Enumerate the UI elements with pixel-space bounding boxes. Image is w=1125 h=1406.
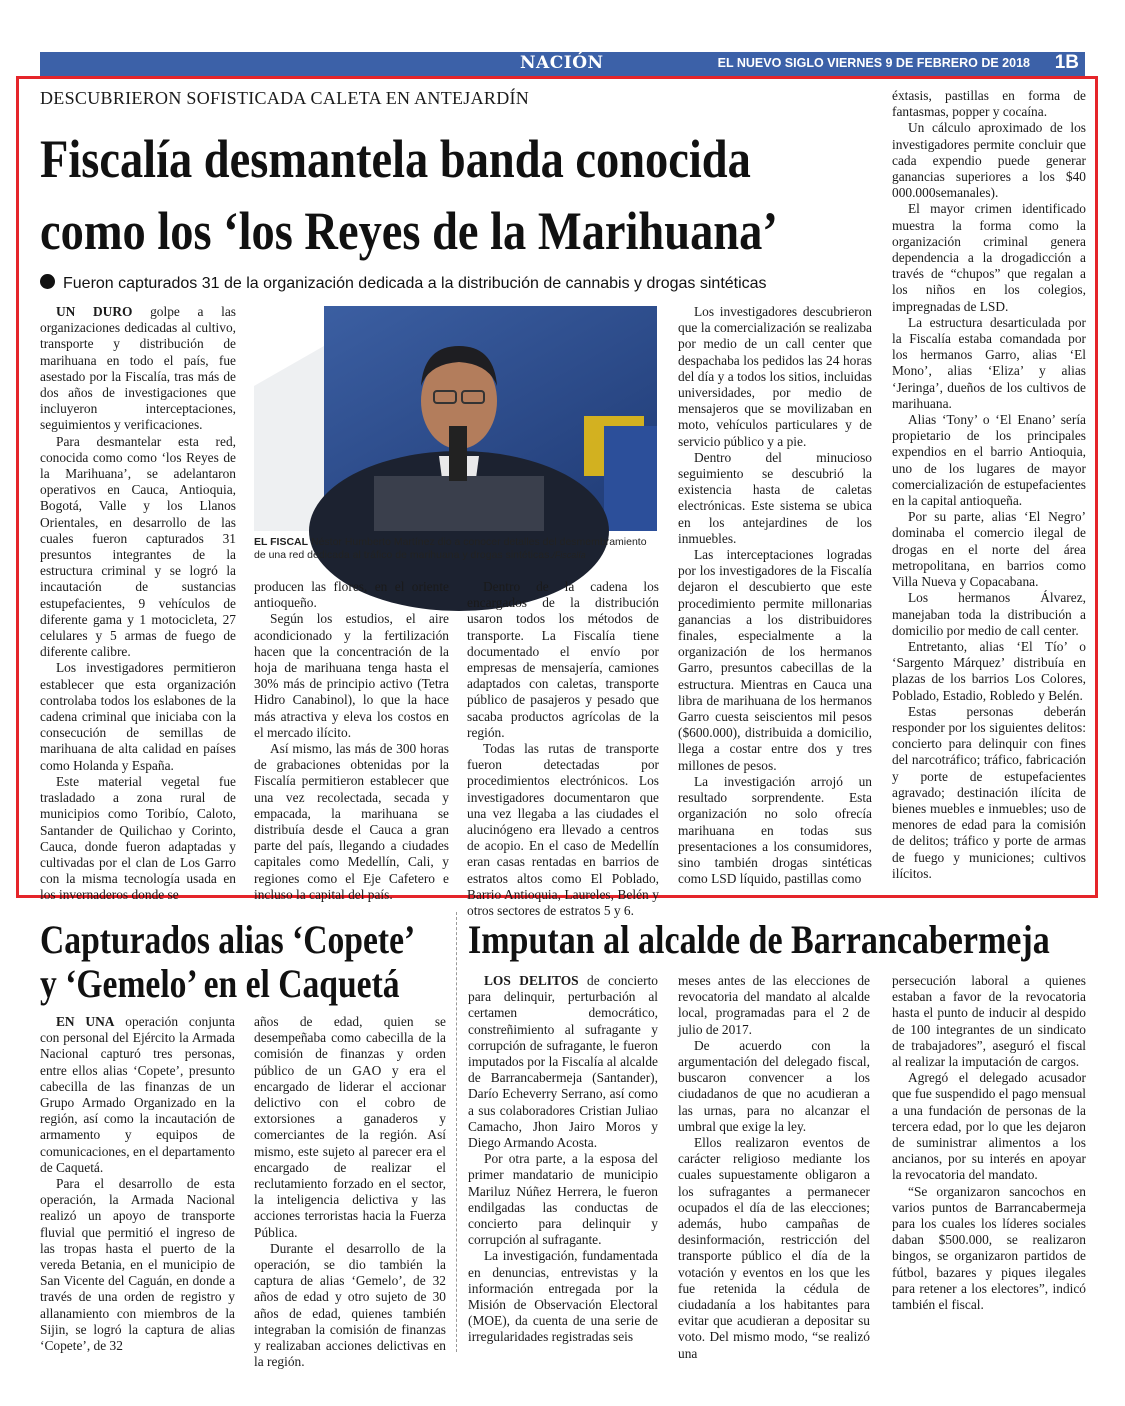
fiscal-photo (254, 306, 657, 531)
paragraph-text: de concierto para delinquir, perturbación al certamen democrático, constreñimiento al sufragante y corrupción de sufragante, le fueron imputados por la Fiscalía al alcalde de Barrancabermeja (Santander), Darío Echeverry Serrano, así como a sus colaboradores Cristian Juliao Camacho, Jhon Jairo Moros y Diego Armando Acosta. (468, 973, 658, 1151)
paragraph: El mayor crimen identificado muestra la forma como la organización criminal genera dependencia a la drogadicción a través de “chupos” que regalan a los niños en los colegios, impregnadas de LSD. (892, 201, 1086, 314)
portrait-illustration (254, 306, 657, 531)
paragraph: años de edad, quien se desempeñaba como cabecilla de la comisión de finanzas y orden público de un GAO y era el encargado de liderar el accionar delictivo con el cobro de extorsiones a ganaderos y comerciantes de la región. Así mismo, este sujeto al parecer era el encargado de realizar el reclutamiento forzado en el sector, la inteligencia delictiva y las acciones terroristas hacia la Fuerza Pública. (254, 1014, 446, 1240)
paragraph-text: golpe a las organizaciones dedicadas al cultivo, transporte y distribución de marihuana en todo el país, fue asestado por la Fiscalía, tras más de dos años de investigaciones que incluyeron interceptaciones, seguimientos y verificaciones. (40, 304, 236, 433)
paragraph: Los hermanos Álvarez, manejaban toda la distribución a domicilio por medio de call center. (892, 590, 1086, 638)
paragraph: Estas personas deberán responder por los siguientes delitos: concierto para delinquir con fines del narcotráfico; tráfico, fabricación y porte de estupefacientes agravado; destinación ilícita de bienes muebles e inmuebles; uso de menores de edad para la comisión de delitos; tráfico y porte de armas de fuego y municiones; cultivos ilícitos. (892, 703, 1086, 881)
paragraph: Por otra parte, a la esposa del primer mandatario de municipio Mariluz Núñez Herrera, le fueron endilgadas las conductas de concierto para delinquir y corrupción al sufragante. (468, 1151, 658, 1248)
paragraph: meses antes de las elecciones de revocatoria del mandato al alcalde local, programadas para el 2 de julio de 2017. (678, 973, 870, 1037)
story2-column-1 (40, 1014, 235, 1354)
paragraph-text: operación conjunta con personal del Ejército la Armada Nacional capturó tres personas, entre ellos alias ‘Copete’, presunto cabecilla de las finanzas de un Grupo Armado Organizado en la región, así como la incautación de armamento y equipos de comunicaciones, en el departamento de Caquetá. (40, 1014, 235, 1175)
page-number: 1B (1054, 52, 1079, 73)
lead-in: LOS DELITOS (484, 973, 579, 988)
paragraph: producen las flores, en el oriente antioqueño. (254, 579, 449, 611)
paragraph: Así mismo, las más de 300 horas de grabaciones obtenidas por la Fiscalía permitieron establecer que una vez recolectada, secada y empacada, la marihuana se distribuía desde el Cauca a gran parte del país, llegando a ciudades capitales como Medellín, Cali, y regiones como el Eje Cafetero e incluso la capital del país. (254, 741, 449, 902)
story2-headline-line2: y ‘Gemelo’ en el Caquetá (40, 961, 400, 1006)
caption-lead: EL FISCAL (254, 536, 309, 548)
photo-credit: /Fiscalía (552, 550, 586, 560)
story3-headline: Imputan al alcalde de Barrancabermeja (468, 917, 1050, 962)
story3-column-2 (678, 973, 870, 1361)
paragraph: Agregó el delegado acusador que fue suspendido el pago mensual a una fundación de personas de la tercera edad, por lo que les dejaron de suministrar alimentos a los ancianos, por su interés en apoyar la revocatoria del mandato. (892, 1070, 1086, 1183)
column-divider (456, 912, 457, 1352)
paragraph: “Se organizaron sancochos en varios puntos de Barrancabermeja para los cuales los líderes sociales daban $500.000, se realizaron bingos, se organizaron partidos de fútbol, bazares y piques ilegales para retener a los electores”, indicó también el fiscal. (892, 1183, 1086, 1313)
lead-in: EN UNA (56, 1014, 115, 1029)
paragraph: Según los estudios, el aire acondicionado y la fertilización hacen que la concentración de la hoja de marihuana tenga hasta el 30% más de principio activo (Tetra Hidro Canabinol), lo que la hace más atractiva y eleva los costos en el mercado ilícito. (254, 611, 449, 740)
story3-column-3 (892, 973, 1086, 1353)
paragraph: De acuerdo con la argumentación del delegado fiscal, buscaron convencer a los ciudadanos de que no acudieran a las urnas, para no alcanzar el umbral que exige la ley. (678, 1037, 870, 1134)
paragraph: Para el desarrollo de esta operación, la Armada Nacional realizó un apoyo de transporte fluvial que permitió el ingreso de las tropas hasta el puerto de la vereda Betania, en el municipio de San Vicente del Caguán, en donde a través de una orden de registro y allanamiento con miembros de la Sijin, se logró la captura de alias ‘Copete’, de 32 (40, 1176, 235, 1354)
photo-caption (254, 536, 657, 562)
paragraph: Alias ‘Tony’ o ‘El Enano’ sería propietario de los principales expendios en el barrio Antioquia, uno de los lugares de mayor comercialización de estupefacientes en la capital antioqueña. (892, 412, 1086, 509)
lead-in: UN DURO (56, 304, 133, 319)
main-column-3 (467, 579, 659, 919)
paragraph: Ellos realizaron eventos de carácter religioso mediante los cuales supuestamente obligaron a los sufragantes a permanecer ocupados el día de las elecciones; además, hubo campañas de desinformación, restricción del transporte público el día de la votación y eventos en los que les fue retenida la cédula de ciudadanía a los habitantes para evitar que acudieran a depositar su voto. Del mismo modo, “se realizó una (678, 1135, 870, 1361)
paragraph (40, 304, 236, 434)
paragraph: La estructura desarticulada por la Fiscalía estaba comandada por los hermanos Garro, alias ‘El Mono’, alias ‘Eliza’ y alias ‘Jeringa’, dueños de los cultivos de marihuana. (892, 314, 1086, 411)
main-headline-line2: como los ‘los Reyes de la Marihuana’ (40, 201, 778, 261)
paragraph: Durante el desarrollo de la operación, se dio también la captura de alias ‘Gemelo’, de 32 años de edad y otro sujeto de 30 años de edad, quienes también integraban la comisión de finanzas y realizaban acciones delictivas en la región. (254, 1240, 446, 1370)
caption-text: Néstor Humberto Martínez dio a conocer detalles del desmembramiento de una red dedicada al tráfico de marihuana y drogas sintéticas. (254, 536, 647, 561)
section-header-bar (40, 52, 1085, 76)
paragraph: Los investigadores descubrieron que la comercialización se realizaba por medio de un call center que despachaba los pedidos las 24 horas del día y a todos los sitios, incluidas universidades, por medio de mensajeros que se movilizaban en moto, vehículos particulares y de servicio público y a pie. (678, 304, 872, 449)
main-column-2 (254, 579, 449, 902)
paragraph: Por su parte, alias ‘El Negro’ dominaba el comercio ilegal de drogas en el norte del área metropolitana, en barrios como Villa Nueva y Copacabana. (892, 509, 1086, 590)
main-headline-line1: Fiscalía desmantela banda conocida (40, 129, 751, 189)
paragraph: La investigación arrojó un resultado sorprendente. Esta organización no solo ofrecía marihuana en todas sus presentaciones a los consumidores, sino también drogas sintéticas como LSD líquido, pastillas como (678, 773, 872, 887)
paragraph: persecución laboral a quienes estaban a favor de la revocatoria hasta el punto de inducir al despido de 100 integrantes de un sindicato de trabajadores”, aseguró el fiscal al realizar la imputación de cargos. (892, 973, 1086, 1070)
paragraph: éxtasis, pastillas en forma de fantasmas, popper y cocaína. (892, 88, 1086, 120)
paragraph: Las interceptaciones logradas por los investigadores de la Fiscalía dejaron el descubierto que este procedimiento permite millonarias ganancias a los distribuidores finales, especialmente a la organización de los hermanos Garro, presuntos cabecillas de la estructura. Mientras en Cauca una libra de marihuana de los hermanos Garro cuesta seiscientos mil pesos ($600.000), distribuida a domicilio, llega a costar entre dos y tres millones de pesos. (678, 547, 872, 773)
main-column-1 (40, 304, 236, 903)
main-subhead (40, 274, 767, 293)
main-column-5 (892, 88, 1086, 892)
paragraph: Dentro del minucioso seguimiento se descubrió la existencia hasta de caletas electrónicas. Este sistema se ubica en los antejardines de los inmuebles. (678, 449, 872, 546)
publication-dateline: EL NUEVO SIGLO VIERNES 9 DE FEBRERO DE 2018 (717, 56, 1030, 70)
story3-column-1 (468, 973, 658, 1353)
paragraph: Todas las rutas de transporte fueron detectadas por procedimientos electrónicos. Los investigadores documentaron que una vez llegaba a las ciudades el alucinógeno era llevado a centros de acopio. En el caso de Medellín eran casas rentadas en barrios de estratos altos como El Poblado, Barrio Antioquia, Laureles, Belén y otros sectores de estratos 5 y 6. (467, 741, 659, 919)
paragraph (40, 1014, 235, 1176)
story-kicker: DESCUBRIERON SOFISTICADA CALETA EN ANTEJARDÍN (40, 88, 530, 108)
paragraph: Entretanto, alias ‘El Tío’ o ‘Sargento Márquez’ distribuía en plazas de los barrios Los Colores, Poblado, Estadio, Robledo y Belén. (892, 638, 1086, 703)
paragraph: Los investigadores permitieron establecer que esta organización controlaba todos los eslabones de la cadena criminal que iniciaba con la consecución de semillas de marihuana de alta calidad en países como Holanda y España. (40, 660, 236, 773)
main-column-4 (678, 304, 872, 892)
paragraph: La investigación, fundamentada en denuncias, entrevistas y la información entregada por la Misión de Observación Electoral (MOE), da cuenta de una serie de irregularidades registradas seis (468, 1248, 658, 1345)
paragraph: Dentro de la cadena los encargados de la distribución usaron todos los métodos de transporte. La Fiscalía tiene documentado el envío por empresas de mensajería, camiones adaptados con caletas, transporte público de pasajeros y pesado que sacaba productos agrícolas de la región. (467, 579, 659, 740)
paragraph: Un cálculo aproximado de los investigadores permite concluir que cada expendio puede generar ganancias superiores a los $40 000.000semanales). (892, 120, 1086, 201)
subhead-text: Fueron capturados 31 de la organización dedicada a la distribución de cannabis y drogas sintéticas (63, 275, 767, 292)
story2-headline-line1: Capturados alias ‘Copete’ (40, 917, 416, 962)
story2-column-2 (254, 1014, 446, 1370)
paragraph (468, 973, 658, 1151)
paragraph: Para desmantelar esta red, conocida como como ‘los Reyes de la Marihuana’, se adelantaron operativos en Cauca, Antioquia, Bogotá, Valle y los Llanos Orientales, en desarrollo de las cuales fueron capturados 31 presuntos integrantes de la estructura criminal y se logró la incautación de sustancias estupefacientes, 9 vehículos de diferente gama y 1 motocicleta, 27 celulares y 5 armas de fuego de diferente calibre. (40, 433, 236, 660)
section-name: NACIÓN (520, 53, 604, 73)
paragraph: Este material vegetal fue trasladado a zona rural de municipios como Toribío, Caloto, Santander de Quilichao y Corinto, Cauca, donde fueron adaptadas y cultivadas por el clan de Los Garro con la misma tecnología usada en los invernaderos donde se (40, 773, 236, 903)
bullet-icon (40, 274, 55, 289)
